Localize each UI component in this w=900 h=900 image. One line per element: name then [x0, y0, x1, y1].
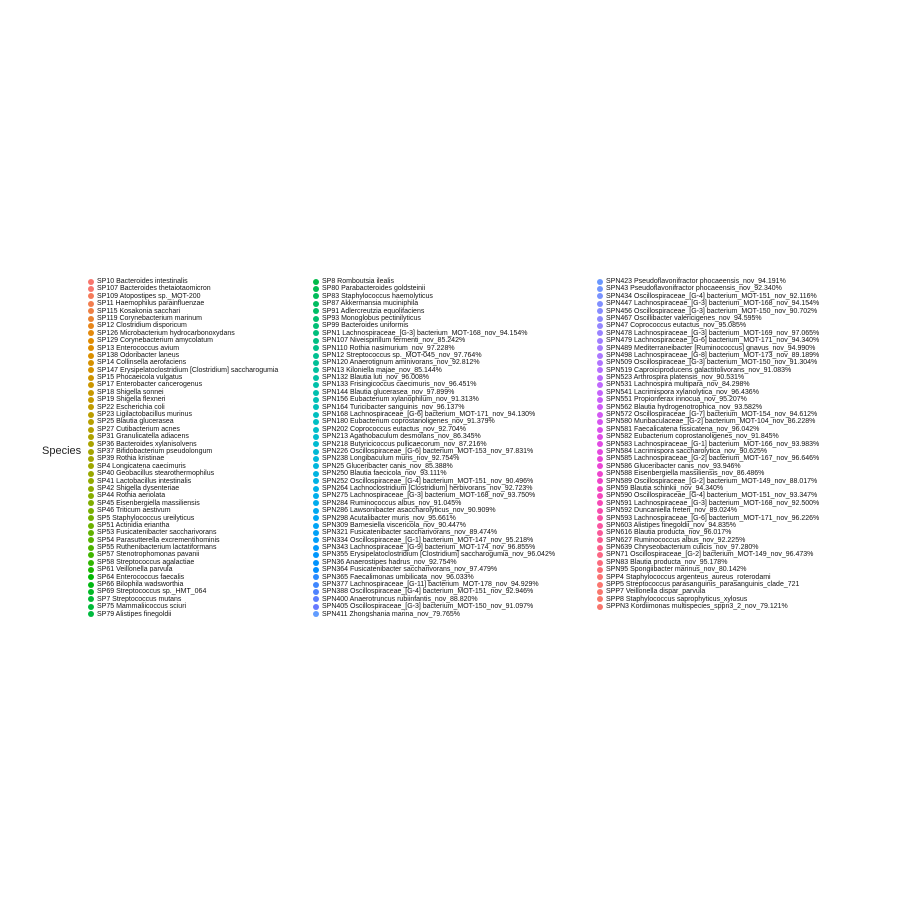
- legend-label: SPN498 Lachnospiraceae_[G-8] bacterium_MOT-173_nov_89.189%: [606, 351, 820, 359]
- legend-key-dot: [597, 537, 603, 543]
- legend-label: SPN562 Blautia hydrogenotrophica_nov_93.582%: [606, 403, 763, 411]
- legend-label: SP129 Corynebacterium amycolatum: [97, 337, 213, 345]
- legend-label: SPN83 Blautia producta_nov_95.178%: [606, 558, 728, 566]
- legend-label: SPN47 Coprococcus eutactus_nov_95.085%: [606, 322, 747, 330]
- legend-key-dot: [313, 330, 319, 336]
- legend-key-dot: [597, 523, 603, 529]
- legend-key-dot: [88, 345, 94, 351]
- legend-label: SPN411 Zhongshania marina_nov_79.765%: [322, 610, 461, 618]
- legend-key-dot: [313, 574, 319, 580]
- legend-label: SPN95 Spongiibacter marinus_nov_80.142%: [606, 566, 747, 574]
- legend-label: SPN627 Ruminococcus albus_nov_92.225%: [606, 536, 746, 544]
- legend-label: SP87 Akkermansia muciniphila: [322, 300, 419, 308]
- legend-key-dot: [597, 330, 603, 336]
- legend-key-dot: [88, 390, 94, 396]
- legend-label: SPN365 Faecalimonas umbilicata_nov_96.033%: [322, 573, 474, 581]
- legend-label: SPN168 Lachnospiraceae_[G-6] bacterium_MOT-171_nov_94.130%: [322, 411, 536, 419]
- legend-label: SPN286 Lawsonibacter asaccharolyticus_nov_90.909%: [322, 507, 496, 515]
- legend-label: SPN12 Streptococcus sp._MOT-045_nov_97.764%: [322, 351, 482, 359]
- legend-label: SPN590 Oscillospiraceae_[G-4] bacterium_MOT-151_nov_93.347%: [606, 492, 818, 500]
- legend-key-dot: [597, 604, 603, 610]
- legend-label: SPP5 Streptococcus parasanguinis_parasanguinis_clade_721: [606, 581, 800, 589]
- legend-key-dot: [313, 286, 319, 292]
- legend-label: SP4 Longicatena caecimuris: [97, 462, 186, 470]
- legend-label: SP19 Shigella flexneri: [97, 396, 166, 404]
- legend-label: SPPN3 Kordiimonas multispecies_sppn3_2_nov_79.121%: [606, 603, 788, 611]
- legend-key-dot: [597, 279, 603, 285]
- legend-key-dot: [313, 427, 319, 433]
- legend-label: SPN588 Eisenbergiella massiliensis_nov_86.486%: [606, 470, 765, 478]
- legend-label: SPN180 Eubacterium coprostanoligenes_nov_91.379%: [322, 418, 495, 426]
- legend-label: SPN583 Lachnospiraceae_[G-1] bacterium_MOT-166_nov_93.983%: [606, 440, 820, 448]
- legend-label: SPN377 Lachnospiraceae_[G-11] bacterium_MOT-178_nov_94.929%: [322, 581, 539, 589]
- legend-label: SP51 Actinidia eriantha: [97, 521, 170, 529]
- legend-label: SPN355 Erysipelatoclostridium [Clostridium] saccharogumia_nov_96.042%: [322, 551, 556, 559]
- legend-label: SPN591 Lachnospiraceae_[G-3] bacterium_MOT-168_nov_92.500%: [606, 499, 820, 507]
- legend-label: SPN582 Eubacterium coprostanoligenes_nov_91.845%: [606, 433, 779, 441]
- legend-label: SP83 Staphylococcus haemolyticus: [322, 292, 433, 300]
- legend-label: SPN213 Agathobaculum desmolans_nov_86.345%: [322, 433, 481, 441]
- legend-label: SP44 Rothia aeriolata: [97, 492, 166, 500]
- legend-label: SP80 Parabacteroides goldsteinii: [322, 285, 426, 293]
- legend-key-dot: [597, 301, 603, 307]
- legend-label: SPN584 Lacrimispora saccharolytica_nov_90.625%: [606, 447, 768, 455]
- legend-label: SP31 Granulicatella adiacens: [97, 433, 189, 441]
- legend-label: SPN523 Arthrospira platensis_nov_90.531%: [606, 374, 745, 382]
- legend-key-dot: [88, 537, 94, 543]
- legend-key-dot: [597, 449, 603, 455]
- legend-key-dot: [88, 567, 94, 573]
- legend-key-dot: [597, 316, 603, 322]
- legend-key-dot: [313, 604, 319, 610]
- legend-key-dot: [88, 523, 94, 529]
- legend-label: SP39 Rothia kristinae: [97, 455, 165, 463]
- legend-key-dot: [313, 404, 319, 410]
- legend-label: SPN238 Longibaculum muris_nov_92.754%: [322, 455, 460, 463]
- legend-label: SP36 Bacteroides xylanisolvens: [97, 440, 197, 448]
- legend-label: SPN519 Caproiciproducens galactitolivorans_nov_91.083%: [606, 366, 792, 374]
- legend-key-dot: [597, 574, 603, 580]
- legend-key-dot: [88, 441, 94, 447]
- legend-key-dot: [88, 360, 94, 366]
- legend-key-dot: [597, 589, 603, 595]
- legend-key-dot: [88, 323, 94, 329]
- legend-label: SPN456 Oscillospiraceae_[G-3] bacterium_MOT-150_nov_90.702%: [606, 307, 818, 315]
- legend-key-dot: [313, 382, 319, 388]
- legend-label: SPN156 Eubacterium xylanophilum_nov_91.313%: [322, 396, 479, 404]
- legend-label: SPN250 Blautia faecicola_nov_93.111%: [322, 470, 447, 478]
- legend-key-dot: [597, 560, 603, 566]
- legend-key-dot: [313, 412, 319, 418]
- legend-label: SPN364 Fusicatenibacter saccharivorans_nov_97.479%: [322, 566, 498, 574]
- legend-key-dot: [313, 338, 319, 344]
- legend-label: SP10 Bacteroides intestinalis: [97, 278, 188, 285]
- legend-label: SP23 Ligilactobacillus murinus: [97, 411, 192, 419]
- legend-key-dot: [597, 390, 603, 396]
- legend-label: SP107 Bacteroides thetaiotaomicron: [97, 285, 211, 293]
- legend-key-dot: [88, 419, 94, 425]
- legend-label: SPN447 Lachnospiraceae_[G-3] bacterium_MOT-168_nov_94.154%: [606, 300, 820, 308]
- legend-key-dot: [313, 345, 319, 351]
- legend-key-dot: [88, 574, 94, 580]
- legend-key-dot: [88, 589, 94, 595]
- legend-key-dot: [88, 611, 94, 617]
- legend-label: SP138 Odoribacter laneus: [97, 351, 180, 359]
- legend-key-dot: [597, 508, 603, 514]
- legend-label: SPN107 Niveispirillum fermenti_nov_85.242%: [322, 337, 466, 345]
- legend-key-dot: [313, 493, 319, 499]
- legend-label: SPN334 Oscillospiraceae_[G-1] bacterium_MOT-147_nov_95.218%: [322, 536, 534, 544]
- legend-key-dot: [313, 515, 319, 521]
- legend-key-dot: [88, 382, 94, 388]
- legend-label: SPN603 Alistipes finegoldii_nov_94.835%: [606, 521, 736, 529]
- legend-key-dot: [88, 582, 94, 588]
- legend-key-dot: [597, 375, 603, 381]
- legend-key-dot: [88, 397, 94, 403]
- legend-label: SPP4 Staphylococcus argenteus_aureus_roterodami: [606, 573, 771, 581]
- legend-key-dot: [313, 567, 319, 573]
- legend-label: SPN36 Anaerostipes hadrus_nov_92.754%: [322, 558, 457, 566]
- legend-label: SPN252 Oscillospiraceae_[G-4] bacterium_MOT-151_nov_90.496%: [322, 477, 534, 485]
- legend-key-dot: [313, 560, 319, 566]
- legend-key-dot: [88, 456, 94, 462]
- legend-key-dot: [597, 486, 603, 492]
- legend-label: SP66 Bilophila wadsworthia: [97, 581, 184, 589]
- legend-label: SP17 Enterobacter cancerogenus: [97, 381, 203, 389]
- legend-key-dot: [88, 367, 94, 373]
- legend-label: SP41 Lactobacillus intestinalis: [97, 477, 192, 485]
- legend-key-dot: [313, 293, 319, 299]
- legend-label: SPN218 Butyricicoccus pullicaecorum_nov_87.216%: [322, 440, 487, 448]
- legend-label: SP109 Atopostipes sp._MOT-200: [97, 292, 201, 300]
- legend-key-dot: [88, 471, 94, 477]
- legend-key-dot: [313, 301, 319, 307]
- legend-key-dot: [313, 434, 319, 440]
- legend-label: SPN616 Blautia producta_nov_96.017%: [606, 529, 732, 537]
- legend-key-dot: [313, 367, 319, 373]
- legend-label: SPN580 Muribaculaceae_[G-2] bacterium_MOT-104_nov_86.228%: [606, 418, 816, 426]
- legend-label: SP147 Erysipelatoclostridium [Clostridium] saccharogumia: [97, 366, 279, 374]
- legend-label: SP14 Collinsella aerofaciens: [97, 359, 187, 367]
- legend-label: SPN423 Pseudoflavonifractor phocaeensis_nov_94.191%: [606, 278, 786, 285]
- legend-label: SP46 Triticum aestivum: [97, 507, 171, 515]
- legend-key-dot: [313, 463, 319, 469]
- legend-key-dot: [313, 478, 319, 484]
- legend-label: SPN343 Lachnospiraceae_[G-9] bacterium_MOT-174_nov_96.855%: [322, 544, 536, 552]
- legend-label: SPN264 Lachnoclostridium [Clostridium] herbivorans_nov_92.723%: [322, 484, 533, 492]
- legend-label: SPN132 Blautia luti_nov_96.008%: [322, 374, 430, 382]
- legend-key-dot: [313, 375, 319, 381]
- legend-label: SPN467 Oscillibacter valericigenes_nov_94.595%: [606, 314, 762, 322]
- legend-key-dot: [597, 345, 603, 351]
- legend-key-dot: [313, 530, 319, 536]
- legend-label: SP91 Adlercreutzia equolifaciens: [322, 307, 425, 315]
- legend-label: SPP8 Staphylococcus saprophyticus_xylosus: [606, 595, 748, 603]
- legend-key-dot: [313, 508, 319, 514]
- legend-label: SPN298 Acutalibacter muris_nov_95.661%: [322, 514, 456, 522]
- legend-label: SPN489 Mediterraneibacter [Ruminococcus] gnavus_nov_94.990%: [606, 344, 816, 352]
- legend-key-dot: [597, 360, 603, 366]
- legend-key-dot: [313, 456, 319, 462]
- legend-key-dot: [597, 545, 603, 551]
- legend-key-dot: [597, 338, 603, 344]
- legend-label: SPN551 Propionferax innocua_nov_95.207%: [606, 396, 747, 404]
- legend-label: SPN478 Lachnospiraceae_[G-3] bacterium_MOT-169_nov_97.065%: [606, 329, 820, 337]
- legend-key-dot: [313, 449, 319, 455]
- legend-label: SPN479 Lachnospiraceae_[G-6] bacterium_MOT-171_nov_94.340%: [606, 337, 820, 345]
- legend-key-dot: [313, 523, 319, 529]
- legend-key-dot: [88, 463, 94, 469]
- legend-key-dot: [597, 567, 603, 573]
- legend-key-dot: [88, 478, 94, 484]
- legend-label: SPN586 Gluceribacter canis_nov_93.946%: [606, 462, 741, 470]
- legend-label: SP18 Shigella sonnei: [97, 388, 164, 396]
- legend-label: SPN71 Oscillospiraceae_[G-2] bacterium_MOT-149_nov_96.473%: [606, 551, 814, 559]
- legend-label: SPN120 Anaerotignum aminivorans_nov_92.812%: [322, 359, 480, 367]
- legend-key-dot: [88, 316, 94, 322]
- legend-label: SP25 Blautia glucerasea: [97, 418, 174, 426]
- legend-key-dot: [313, 419, 319, 425]
- legend-label: SP13 Enterococcus avium: [97, 344, 180, 352]
- legend-label: SP8 Romboutsia ilealis: [322, 278, 394, 285]
- legend-key-dot: [313, 500, 319, 506]
- legend-key-dot: [597, 456, 603, 462]
- legend-label: SPN284 Ruminococcus albus_nov_91.045%: [322, 499, 462, 507]
- legend-label: SP45 Eisenbergiella massiliensis: [97, 499, 200, 507]
- legend-key-dot: [88, 449, 94, 455]
- legend-key-dot: [597, 286, 603, 292]
- legend-key-dot: [88, 293, 94, 299]
- legend-key-dot: [597, 412, 603, 418]
- legend-key-dot: [88, 545, 94, 551]
- legend-label: SPN59 Blautia schinkii_nov_94.340%: [606, 484, 724, 492]
- legend-key-dot: [597, 367, 603, 373]
- legend-key-dot: [88, 279, 94, 285]
- legend-key-dot: [88, 486, 94, 492]
- legend-label: SP79 Alistipes finegoldii: [97, 610, 172, 618]
- legend-key-dot: [313, 545, 319, 551]
- legend-key-dot: [597, 419, 603, 425]
- legend-title: Species: [42, 445, 82, 457]
- legend-label: SP11 Haemophilus parainfluenzae: [97, 300, 205, 308]
- legend-label: SP126 Microbacterium hydrocarbonoxydans: [97, 329, 235, 337]
- legend-key-dot: [597, 441, 603, 447]
- legend-key-dot: [597, 397, 603, 403]
- legend-key-dot: [88, 604, 94, 610]
- legend-key-dot: [597, 434, 603, 440]
- legend-label: SPN581 Faecalicatena fissicatena_nov_96.042%: [606, 425, 760, 433]
- legend-key-dot: [313, 611, 319, 617]
- legend-key-dot: [597, 463, 603, 469]
- legend-key-dot: [597, 404, 603, 410]
- legend-label: SPN164 Turicibacter sanguinis_nov_96.137%: [322, 403, 465, 411]
- legend-key-dot: [597, 382, 603, 388]
- legend-label: SP58 Streptococcus agalactiae: [97, 558, 195, 566]
- legend-label: SP115 Kosakonia sacchari: [97, 307, 181, 315]
- legend-key-dot: [313, 537, 319, 543]
- legend-key-dot: [313, 441, 319, 447]
- legend-key-dot: [88, 353, 94, 359]
- legend-label: SPP7 Veillonella dispar_parvula: [606, 588, 706, 596]
- legend-label: SP57 Stenotrophomonas pavanii: [97, 551, 200, 559]
- legend-key-dot: [313, 360, 319, 366]
- legend-label: SPN275 Lachnospiraceae_[G-3] bacterium_MOT-168_nov_93.750%: [322, 492, 536, 500]
- legend-label: SPN541 Lacrimispora xylanolytica_nov_96.436%: [606, 388, 759, 396]
- legend-key-dot: [597, 293, 603, 299]
- legend-key-dot: [88, 330, 94, 336]
- legend-label: SP12 Clostridium disporicum: [97, 322, 187, 330]
- legend-key-dot: [88, 596, 94, 602]
- legend-label: SPN400 Anaerotruncus rubiinfantis_nov_88.820%: [322, 595, 478, 603]
- legend-key-dot: [313, 316, 319, 322]
- legend-label: SP5 Staphylococcus ureilyticus: [97, 514, 195, 522]
- legend-key-dot: [597, 515, 603, 521]
- legend-label: SP40 Geobacillus stearothermophilus: [97, 470, 215, 478]
- legend-label: SP37 Bifidobacterium pseudolongum: [97, 447, 213, 455]
- legend-key-dot: [597, 552, 603, 558]
- legend-key-dot: [313, 279, 319, 285]
- legend-label: SPN110 Rothia nasimurium_nov_97.228%: [322, 344, 455, 352]
- legend-label: SPN434 Oscillospiraceae_[G-4] bacterium_MOT-151_nov_92.116%: [606, 292, 817, 300]
- legend-key-dot: [88, 412, 94, 418]
- legend-label: SPN531 Lachnospira multipara_nov_84.298%: [606, 381, 750, 389]
- legend-key-dot: [313, 308, 319, 314]
- legend-label: SPN25 Gluceribacter canis_nov_85.388%: [322, 462, 453, 470]
- legend-label: SPN133 Frisingicoccus caecimuris_nov_96.451%: [322, 381, 477, 389]
- legend-key-dot: [88, 552, 94, 558]
- legend-label: SPN509 Oscillospiraceae_[G-3] bacterium_MOT-150_nov_91.304%: [606, 359, 818, 367]
- legend-label: SPN593 Lachnospiraceae_[G-6] bacterium_MOT-171_nov_96.226%: [606, 514, 820, 522]
- legend-label: SPN309 Barnesiella viscericola_nov_90.447%: [322, 521, 466, 529]
- legend-label: SPN321 Fusicatenibacter saccharivorans_nov_89.474%: [322, 529, 498, 537]
- legend-label: SP75 Mammaliicoccus sciuri: [97, 603, 187, 611]
- legend-label: SPN202 Coprococcus eutactus_nov_92.704%: [322, 425, 466, 433]
- legend-label: SPN639 Chryseobacterium culicis_nov_97.280%: [606, 544, 759, 552]
- legend-key-dot: [88, 500, 94, 506]
- legend-label: SPN13 Kiloniella majae_nov_85.144%: [322, 366, 442, 374]
- legend-label: SPN589 Oscillospiraceae_[G-2] bacterium_MOT-149_nov_88.017%: [606, 477, 818, 485]
- legend-key-dot: [88, 338, 94, 344]
- legend-key-dot: [88, 434, 94, 440]
- legend-label: SPN226 Oscillospiraceae_[G-6] bacterium_MOT-153_nov_97.831%: [322, 447, 534, 455]
- legend-key-dot: [597, 478, 603, 484]
- legend-label: SP93 Monoglobus pectinilyticus: [322, 314, 421, 322]
- legend-key-dot: [88, 515, 94, 521]
- legend-label: SPN585 Lachnospiraceae_[G-2] bacterium_MOT-167_nov_96.646%: [606, 455, 820, 463]
- legend-label: SP119 Corynebacterium marinum: [97, 314, 202, 322]
- legend-key-dot: [313, 589, 319, 595]
- legend-key-dot: [597, 323, 603, 329]
- legend-key-dot: [88, 286, 94, 292]
- legend-key-dot: [597, 308, 603, 314]
- legend-label: SP54 Parasutterella excrementihominis: [97, 536, 220, 544]
- legend-label: SP64 Enterococcus faecalis: [97, 573, 185, 581]
- legend-label: SP69 Streptococcus sp._HMT_064: [97, 588, 207, 596]
- legend-key-dot: [313, 582, 319, 588]
- legend-label: SPN388 Oscillospiraceae_[G-4] bacterium_MOT-151_nov_92.946%: [322, 588, 534, 596]
- legend-label: SPN144 Blautia glucerasea_nov_97.899%: [322, 388, 455, 396]
- legend-key-dot: [597, 493, 603, 499]
- legend-key-dot: [88, 404, 94, 410]
- legend-key-dot: [88, 560, 94, 566]
- legend-label: SP27 Cutibacterium acnes: [97, 425, 180, 433]
- legend-label: SP61 Veillonella parvula: [97, 566, 173, 574]
- legend-key-dot: [597, 530, 603, 536]
- legend-label: SP53 Fusicatenibacter saccharivorans: [97, 529, 217, 537]
- legend-label: SPN572 Oscillospiraceae_[G-7] bacterium_MOT-154_nov_94.612%: [606, 411, 818, 419]
- legend-label: SPN405 Oscillospiraceae_[G-3] bacterium_MOT-150_nov_91.097%: [322, 603, 534, 611]
- legend-key-dot: [88, 493, 94, 499]
- legend-key-dot: [597, 596, 603, 602]
- legend-key-dot: [313, 471, 319, 477]
- legend-key-dot: [313, 596, 319, 602]
- legend-key-dot: [88, 530, 94, 536]
- legend-key-dot: [313, 353, 319, 359]
- legend-key-dot: [597, 471, 603, 477]
- legend-label: SPN592 Duncaniella freteri_nov_89.024%: [606, 507, 738, 515]
- legend-key-dot: [313, 397, 319, 403]
- legend-key-dot: [597, 500, 603, 506]
- legend-label: SP22 Escherichia coli: [97, 403, 165, 411]
- legend-label: SP55 Ruthenibacterium lactatiformans: [97, 544, 217, 552]
- legend-label: SP99 Bacteroides uniformis: [322, 322, 409, 330]
- legend-key-dot: [313, 323, 319, 329]
- legend-label: SPN1 Lachnospiraceae_[G-3] bacterium_MOT-168_nov_94.154%: [322, 329, 528, 337]
- legend-key-dot: [313, 552, 319, 558]
- legend-key-dot: [88, 508, 94, 514]
- legend-key-dot: [597, 582, 603, 588]
- legend-key-dot: [313, 390, 319, 396]
- legend-key-dot: [313, 486, 319, 492]
- legend-label: SPN43 Pseudoflavonifractor phocaeensis_nov_92.340%: [606, 285, 782, 293]
- legend-key-dot: [88, 375, 94, 381]
- legend-key-dot: [88, 301, 94, 307]
- legend-label: SP7 Streptococcus mutans: [97, 595, 182, 603]
- legend-key-dot: [88, 308, 94, 314]
- legend-key-dot: [597, 427, 603, 433]
- legend-label: SP42 Shigella dysenteriae: [97, 484, 180, 492]
- legend-key-dot: [597, 353, 603, 359]
- legend-label: SP15 Phocaeicola vulgatus: [97, 374, 183, 382]
- legend-key-dot: [88, 427, 94, 433]
